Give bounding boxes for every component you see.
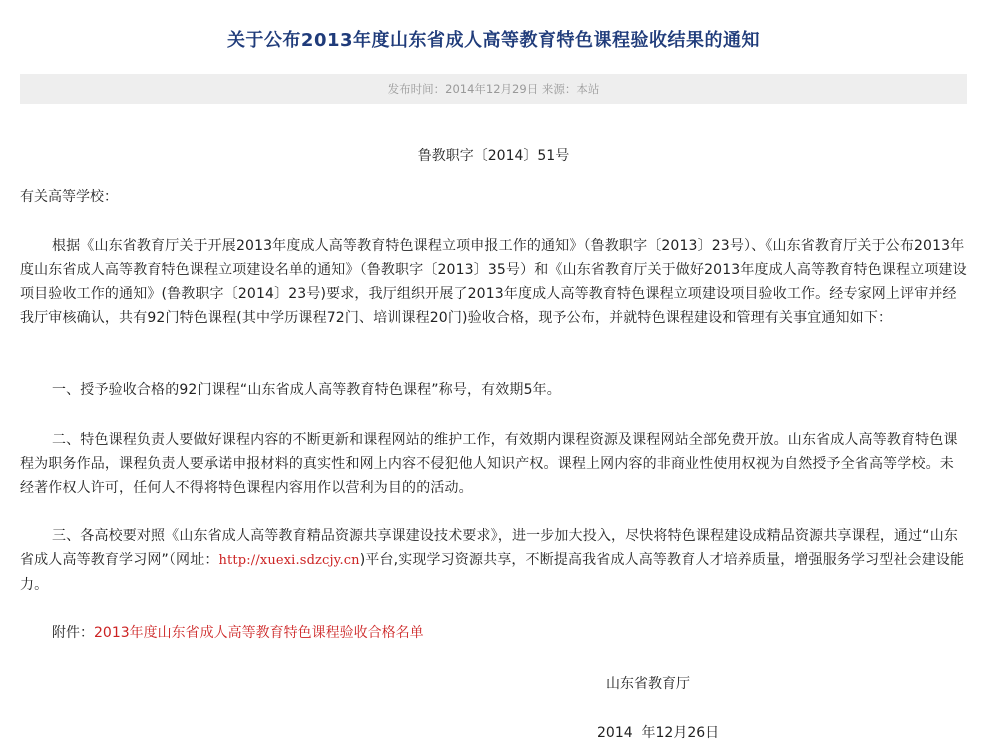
attachment-line xyxy=(52,622,424,642)
issue-date: 2014 年12月26日 xyxy=(597,725,720,741)
document-number: 鲁教职字〔2014〕51号 xyxy=(417,148,570,164)
attachment-label: 附件： xyxy=(52,625,94,641)
paragraph-item-3 xyxy=(20,524,967,597)
notice-title: 关于公布2013年度山东省成人高等教育特色课程验收结果的通知 xyxy=(226,30,761,51)
issuer-name: 山东省教育厅 xyxy=(606,676,690,692)
salutation: 有关高等学校： xyxy=(20,189,118,205)
publish-meta-bar xyxy=(20,74,967,104)
paragraph-item-3-text-before: 三、各高校要对照《山东省成人高等教育精品资源共享课建设技术要求》，进一步加大投入，尽快将特色课程建设成精品资源共享课程，通过“山东省成人高等教育学习网”（网址： xyxy=(20,528,958,568)
website-url-link[interactable]: http://xuexi.sdzcjy.cn xyxy=(218,553,360,568)
attachment-link[interactable]: 2013年度山东省成人高等教育特色课程验收合格名单 xyxy=(94,625,424,641)
paragraph-item-1: 一、授予验收合格的92门课程“山东省成人高等教育特色课程”称号，有效期5年。 xyxy=(52,382,561,398)
paragraph-intro: 根据《山东省教育厅关于开展2013年度成人高等教育特色课程立项申报工作的通知》（鲁教职字〔2013〕23号）、《山东省教育厅关于公布2013年度山东省成人高等教育特色课程立项建设名单的通知》（鲁教职字〔2013〕35号）和《山东省教育厅关于做好2013年度成人高等教育特色课程立项建设项目验收工作的通知》(鲁教职字〔2014〕23号)要求，我厅组织开展了2013年度成人高等教育特色课程立项建设项目验收工作。经专家网上评审并经我厅审核确认，共有92门特色课程(其中学历课程72门、培训课程20门)验收合格，现予公布，并就特色课程建设和管理有关事宜通知如下： xyxy=(20,238,967,326)
paragraph-item-3-text-after: )平台,实现学习资源共享，不断提高我省成人高等教育人才培养质量，增强服务学习型社会建设能力。 xyxy=(20,552,965,593)
publish-meta: 发布时间：2014年12月29日 来源：本站 xyxy=(387,82,600,96)
paragraph-item-2: 二、特色课程负责人要做好课程内容的不断更新和课程网站的维护工作，有效期内课程资源及课程网站全部免费开放。山东省成人高等教育特色课程为职务作品，课程负责人要承诺申报材料的真实性和网上内容不侵犯他人知识产权。课程上网内容的非商业性使用权视为自然授予全省高等学校。未经著作权人许可，任何人不得将特色课程内容用作以营利为目的的活动。 xyxy=(20,432,958,496)
